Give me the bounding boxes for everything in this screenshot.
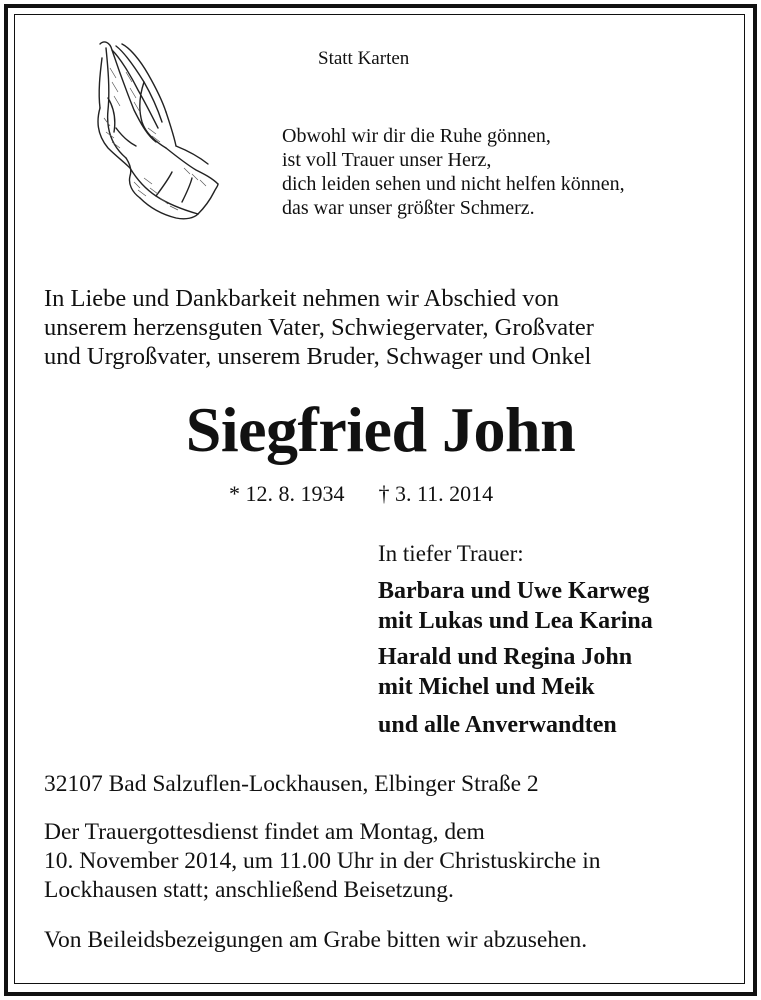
poem-line: ist voll Trauer unser Herz, [282, 149, 492, 171]
mourning-label: In tiefer Trauer: [378, 541, 524, 566]
farewell-line: unserem herzensguten Vater, Schwiegervater, Großvater [44, 314, 594, 341]
intro-text: Statt Karten [318, 48, 410, 69]
death-date: † 3. 11. 2014 [378, 481, 494, 506]
farewell-line: In Liebe und Dankbarkeit nehmen wir Abschied von [44, 285, 560, 312]
deceased-name: Siegfried John [185, 394, 576, 465]
mourner-line: Barbara und Uwe Karweg [378, 578, 650, 604]
poem-line: dich leiden sehen und nicht helfen können, [282, 173, 625, 195]
poem-line: das war unser größter Schmerz. [282, 197, 535, 219]
mourner-line: Harald und Regina John [378, 644, 633, 670]
condolence-note: Von Beileidsbezeigungen am Grabe bitten wir abzusehen. [44, 927, 588, 953]
mourners-list [378, 576, 653, 740]
service-info [44, 818, 601, 905]
birth-date: * 12. 8. 1934 [229, 481, 345, 506]
service-line: 10. November 2014, um 11.00 Uhr in der Christuskirche in [44, 848, 601, 874]
poem [282, 124, 625, 220]
praying-hands-icon [86, 38, 226, 223]
address: 32107 Bad Salzuflen-Lockhausen, Elbinger Straße 2 [44, 771, 539, 797]
service-line: Der Trauergottesdienst findet am Montag, dem [44, 819, 485, 845]
poem-line: Obwohl wir dir die Ruhe gönnen, [282, 125, 551, 147]
mourner-line: mit Michel und Meik [378, 674, 595, 700]
mourner-line: und alle Anverwandten [378, 712, 617, 738]
life-dates [229, 481, 493, 507]
farewell-line: und Urgroßvater, unserem Bruder, Schwager und Onkel [44, 343, 592, 370]
farewell-text [44, 284, 594, 371]
mourner-line: mit Lukas und Lea Karina [378, 608, 653, 634]
service-line: Lockhausen statt; anschließend Beisetzung. [44, 877, 454, 903]
